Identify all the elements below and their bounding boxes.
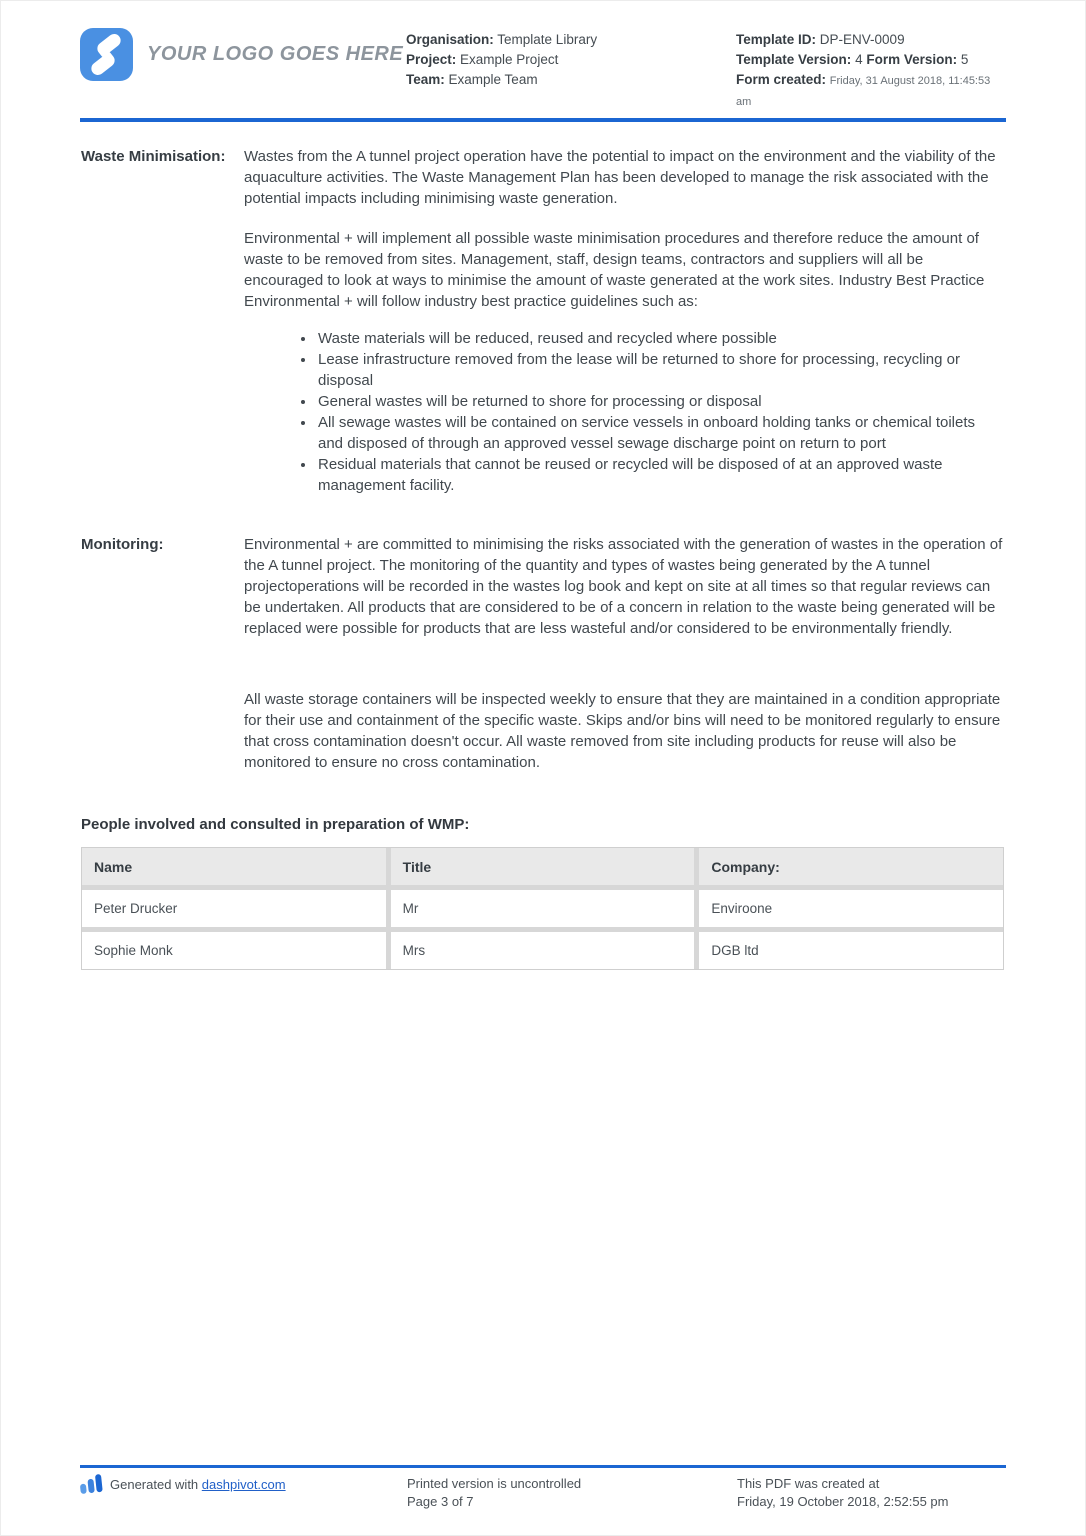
table-header-title: Title — [391, 848, 695, 885]
footer-printed-info — [407, 1475, 737, 1511]
organisation-line — [406, 30, 736, 50]
template-id-value: DP-ENV-0009 — [819, 32, 905, 47]
table-header-name: Name — [82, 848, 386, 885]
bullet-item: • Residual materials that cannot be reused or recycled will be disposed of at an approved waste management facility. — [316, 454, 1004, 496]
organisation-value: Template Library — [497, 32, 598, 47]
team-line — [406, 70, 736, 90]
logo — [80, 28, 406, 81]
team-value: Example Team — [448, 72, 538, 87]
page-header — [1, 1, 1085, 112]
monitoring-content — [244, 534, 1004, 773]
table-cell-name: Sophie Monk — [82, 932, 386, 969]
generated-prefix: Generated with — [110, 1477, 202, 1492]
table-header-company: Company: — [699, 848, 1003, 885]
people-table — [81, 847, 1004, 970]
table-cell-name: Peter Drucker — [82, 890, 386, 927]
form-created-line — [736, 70, 1006, 112]
bullet-item: • General wastes will be returned to shore for processing or disposal — [316, 391, 1004, 412]
table-cell-title: Mrs — [391, 932, 695, 969]
dashpivot-link[interactable]: dashpivot.com — [201, 1477, 286, 1492]
footer-generated — [80, 1475, 407, 1495]
form-created-value: Friday, 31 August 2018, 11:45:53 am — [736, 75, 991, 108]
form-created-label: Form created: — [736, 72, 827, 87]
monitoring-paragraph-1: Environmental + are committed to minimising the risks associated with the generation of wastes in the operation of the A tunnel project. The monitoring of the quantity and types of wastes being generated by the A tunnel projectoperations will be recorded in the wastes log book and kept on site at all times so that regular reviews can be undertaken. All products that are considered to be of a concern in relation to the waste being generated will be replaced were possible for products that are less wasteful and/or considered to be environmentally friendly. — [244, 536, 1003, 637]
template-version-value: 4 — [855, 52, 863, 67]
section-waste-minimisation — [81, 146, 1004, 496]
bar-chart-icon — [79, 1474, 103, 1496]
monitoring-label: Monitoring: — [81, 536, 164, 553]
team-label: Team: — [406, 72, 445, 87]
monitoring-paragraph-2: All waste storage containers will be inspected weekly to ensure that they are maintained in a condition appropriate for their use and containment of the specific waste. Skips and/or bins will need to be monitored regularly to ensure that cross contamination doesn't occur. All waste removed from site including products for reuse will also be monitored to ensure no cross contamination. — [244, 691, 1001, 771]
people-table-heading: People involved and consulted in preparation of WMP: — [81, 816, 470, 833]
waste-minimisation-label: Waste Minimisation: — [81, 148, 226, 165]
project-label: Project: — [406, 52, 457, 67]
document-body — [1, 122, 1085, 773]
bullet-item: • Waste materials will be reduced, reused and recycled where possible — [316, 328, 1004, 349]
waste-paragraph-2: Environmental + will implement all possible waste minimisation procedures and therefore reduce the amount of waste to be removed from sites. Management, staff, design teams, contractors and suppliers will all be encouraged to look at ways to minimise the amount of waste generated at the work sites. Industry Best Practice Environmental + will follow industry best practice guidelines such as: — [244, 230, 985, 310]
pdf-created-label: This PDF was created at — [737, 1476, 880, 1491]
header-org-info — [406, 28, 736, 90]
section-monitoring — [81, 534, 1004, 773]
waste-bullet-list — [244, 328, 1004, 496]
project-line — [406, 50, 736, 70]
logo-placeholder-text: YOUR LOGO GOES HERE — [147, 43, 404, 65]
table-cell-company: DGB ltd — [699, 932, 1003, 969]
template-version-label: Template Version: — [736, 52, 852, 67]
bullet-item: • All sewage wastes will be contained on service vessels in onboard holding tanks or chemical toilets and disposed of through an approved vessel sewage discharge point on return to port — [316, 412, 1004, 454]
generated-with-text — [110, 1476, 286, 1494]
template-id-label: Template ID: — [736, 32, 817, 47]
organisation-label: Organisation: — [406, 32, 494, 47]
waste-minimisation-content — [244, 146, 1004, 496]
project-value: Example Project — [460, 52, 559, 67]
page-footer — [80, 1465, 1006, 1511]
form-version-value: 5 — [960, 52, 969, 67]
header-template-info — [736, 28, 1006, 112]
template-id-line — [736, 30, 1006, 50]
waste-paragraph-1: Wastes from the A tunnel project operation have the potential to impact on the environment and the viability of the aquaculture activities. The Waste Management Plan has been developed to manage the risk associated with the potential impacts including minimising waste generation. — [244, 148, 996, 207]
company-logo-icon — [80, 28, 133, 81]
footer-created-info — [737, 1475, 1006, 1511]
bullet-item: • Lease infrastructure removed from the lease will be returned to shore for processing, recycling or disposal — [316, 349, 1004, 391]
page-number: Page 3 of 7 — [407, 1494, 474, 1509]
table-cell-title: Mr — [391, 890, 695, 927]
printed-version-text: Printed version is uncontrolled — [407, 1476, 582, 1491]
pdf-created-timestamp: Friday, 19 October 2018, 2:52:55 pm — [737, 1494, 949, 1509]
version-line — [736, 50, 1006, 70]
table-cell-company: Enviroone — [699, 890, 1003, 927]
form-version-label: Form Version: — [866, 52, 958, 67]
